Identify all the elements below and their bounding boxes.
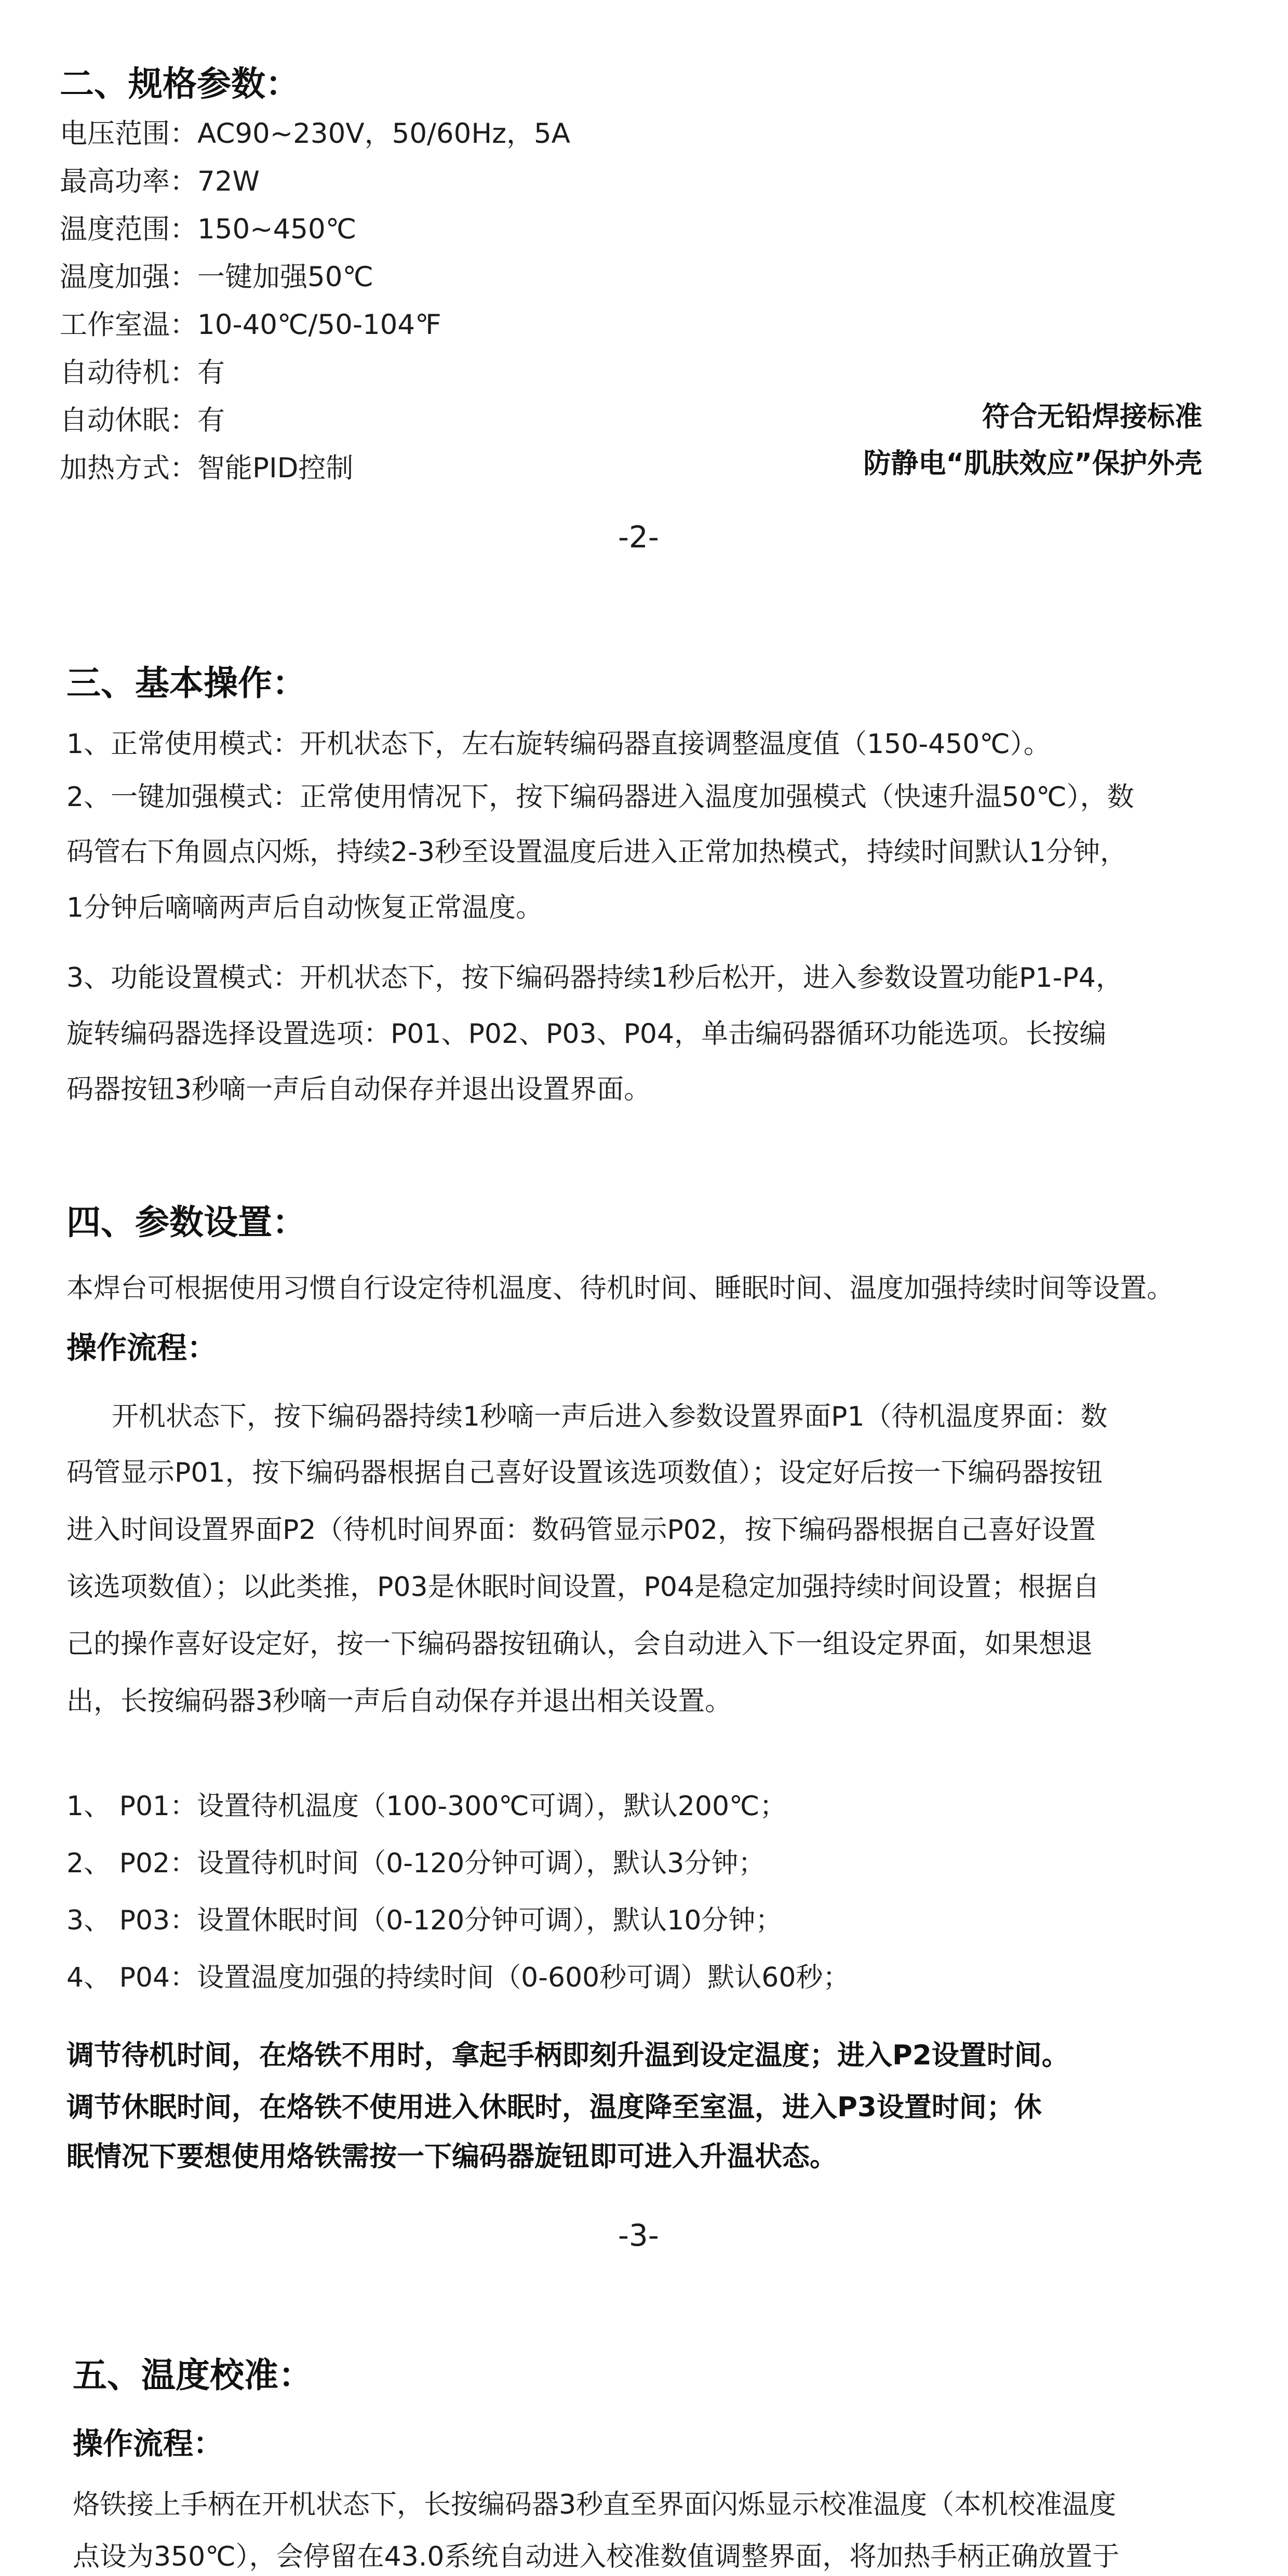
basic-line: 码管右下角圆点闪烁，持续2-3秒至设置温度后进入正常加热模式，持续时间默认1分钟， bbox=[66, 837, 1128, 868]
flow-line: 该选项数值）；以此类推，P03是休眠时间设置，P04是稳定加强持续时间设置；根据自 bbox=[66, 1572, 1100, 1603]
calib-line: 点设为350℃），会停留在43.0系统自动进入校准数值调整界面，将加热手柄正确放置于 bbox=[73, 2541, 1120, 2572]
basic-line: 旋转编码器选择设置选项：P01、P02、P03、P04，单击编码器循环功能选项。长按编 bbox=[66, 1018, 1107, 1050]
calib-line: 烙铁接上手柄在开机状态下，长按编码器3秒直至界面闪烁显示校准温度（本机校准温度 bbox=[73, 2489, 1117, 2520]
page-number: -2- bbox=[618, 519, 659, 555]
basic-line: 码器按钮3秒嘀一声后自动保存并退出设置界面。 bbox=[66, 1074, 651, 1105]
spec-item: 加热方式：智能PID控制 bbox=[60, 452, 354, 484]
params-heading: 四、参数设置： bbox=[66, 1202, 306, 1242]
calib-heading: 五、温度校准： bbox=[73, 2355, 313, 2395]
spec-item: 温度加强：一键加强50℃ bbox=[60, 261, 373, 293]
flow-line: 开机状态下，按下编码器持续1秒嘀一声后进入参数设置界面P1（待机温度界面：数 bbox=[112, 1401, 1108, 1432]
spec-item: 自动休眠：有 bbox=[60, 405, 225, 436]
spec-item: 最高功率：72W bbox=[60, 166, 260, 197]
param-item-p01: 1、 P01：设置待机温度（100-300℃可调），默认200℃； bbox=[66, 1791, 787, 1822]
spec-item: 工作室温：10-40℃/50-104℉ bbox=[60, 309, 441, 341]
flow-line: 进入时间设置界面P2（待机时间界面：数码管显示P02，按下编码器根据自己喜好设置 bbox=[66, 1514, 1096, 1546]
page-number: -3- bbox=[618, 2218, 659, 2253]
specs-heading: 二、规格参数： bbox=[60, 64, 300, 104]
param-item-p04: 4、 P04：设置温度加强的持续时间（0-600秒可调）默认60秒； bbox=[66, 1962, 850, 1993]
bold-note: 调节待机时间，在烙铁不用时，拿起手柄即刻升温到设定温度；进入P2设置时间。 bbox=[66, 2040, 1069, 2071]
bold-note: 调节休眠时间，在烙铁不使用进入休眠时，温度降至室温，进入P3设置时间；休 bbox=[66, 2091, 1042, 2123]
spec-item: 自动待机：有 bbox=[60, 357, 225, 388]
param-item-p03: 3、 P03：设置休眠时间（0-120分钟可调），默认10分钟； bbox=[66, 1905, 783, 1936]
lead-free-note: 符合无铅焊接标准 bbox=[982, 401, 1202, 433]
basic-line: 2、一键加强模式：正常使用情况下，按下编码器进入温度加强模式（快速升温50℃），数 bbox=[66, 782, 1134, 813]
flow-line: 己的操作喜好设定好，按一下编码器按钮确认，会自动进入下一组设定界面，如果想退 bbox=[66, 1629, 1093, 1660]
basic-line: 3、功能设置模式：开机状态下，按下编码器持续1秒后松开，进入参数设置功能P1-P4， bbox=[66, 962, 1123, 994]
param-item-p02: 2、 P02：设置待机时间（0-120分钟可调），默认3分钟； bbox=[66, 1848, 766, 1879]
spec-item: 温度范围：150~450℃ bbox=[60, 213, 357, 245]
flow-line: 出，长按编码器3秒嘀一声后自动保存并退出相关设置。 bbox=[66, 1686, 732, 1717]
params-flow-title: 操作流程： bbox=[66, 1330, 218, 1365]
basic-line: 1分钟后嘀嘀两声后自动恢复正常温度。 bbox=[66, 892, 543, 923]
antistatic-note: 防静电“肌肤效应”保护外壳 bbox=[863, 448, 1202, 479]
spec-item: 电压范围：AC90~230V，50/60Hz，5A bbox=[60, 118, 570, 150]
flow-line: 码管显示P01，按下编码器根据自己喜好设置该选项数值）；设定好后按一下编码器按钮 bbox=[66, 1457, 1103, 1488]
basic-line: 1、正常使用模式：开机状态下，左右旋转编码器直接调整温度值（150-450℃）。 bbox=[66, 729, 1051, 760]
basic-heading: 三、基本操作： bbox=[66, 663, 306, 703]
params-intro: 本焊台可根据使用习惯自行设定待机温度、待机时间、睡眠时间、温度加强持续时间等设置。 bbox=[66, 1273, 1174, 1304]
calib-flow-title: 操作流程： bbox=[73, 2426, 224, 2461]
bold-note: 眠情况下要想使用烙铁需按一下编码器旋钮即可进入升温状态。 bbox=[66, 2141, 837, 2172]
